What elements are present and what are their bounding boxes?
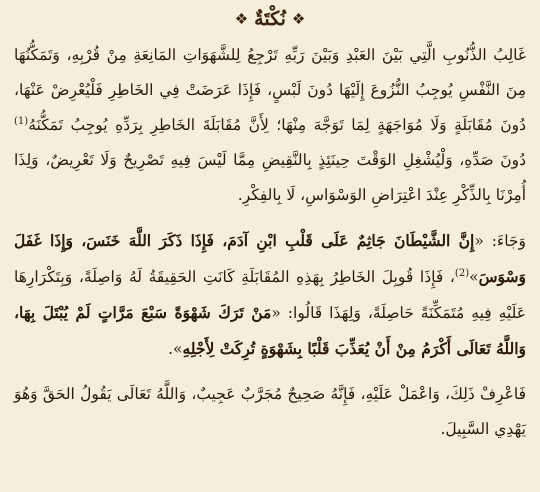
paragraph-2 xyxy=(14,223,526,367)
paragraph-text: فَاعْرِفْ ذَلِكَ، وَاعْمَلْ عَلَيْهِ، فَإِنَّهُ صَحِيحٌ مُجَرَّبٌ عَجِيبٌ، وَاللَّهُ تَعَالَى يَقُولُ الحَقَّ وَهُوَ يَهْدِي السَّبِيلَ. xyxy=(14,385,526,438)
paragraph-1 xyxy=(14,38,526,213)
quoted-saying: مَنْ تَرَكَ شَهْوَةً سَبْعَ مَرَّاتٍ لَمْ يُبْتَلَ بِهَا، وَاللَّهُ تَعَالَى أَكْرَمُ مِنْ أَنْ يُعَذِّبَ قَلْبًا بِشَهْوَةٍ تُرِكَتْ لِأَجْلِهِ xyxy=(14,303,526,358)
section-heading xyxy=(14,6,526,32)
ornament-icon: ❖ xyxy=(291,10,306,28)
paragraph-3 xyxy=(14,377,526,447)
paragraph-text: دُونَ صَدِّهِ، وَلْيُشْغِلِ الوَقْتَ حِينَئِذٍ بِالنَّقِيضِ مِمَّا لَيْسَ فِيهِ تَصْرِيحٌ وَلَا تَعْرِيضٌ، وَلِذَا أُمِرْنَا بِالذِّكْرِ عِنْدَ اعْتِرَاضِ الوَسْوَاسِ، لَا بِالفِكْرِ. xyxy=(14,151,526,204)
footnote-marker[interactable]: (1) xyxy=(14,115,29,127)
paragraph-text: ، فَإِذَا قُوبِلَ الخَاطِرُ بِهَذِهِ المُقَابَلَةِ كَانَتِ الحَقِيقَةُ لَهُ وَاصِلَةً، وَبِتَكْرَارِهَا عَلَيْهِ فِيهِ مُتَمَكِّنَةً حَاصِلَةً، وَلِهَذَا قَالُوا: « xyxy=(14,268,526,322)
paragraph-text: » xyxy=(469,268,479,286)
footnote-marker[interactable]: (2) xyxy=(454,267,470,279)
paragraph-text: غَالِبُ الذُّنُوبِ الَّتِي بَيْنَ العَبْدِ وَبَيْنَ رَبِّهِ تَرْجِعُ لِلشَّهَوَاتِ المَانِعَةِ مِنْ قُرْبِهِ، وَتَمَكُّنُهَا مِنَ النَّفْسِ يُوجِبُ النُّزُوعَ إِلَيْهَا دُونَ لَبْسٍ، فَإِذَا عَرَضَتْ فِي الخَاطِرِ فَلْيُعْرِضْ عَنْهَا، دُونَ مُقَابَلَةٍ وَلَا مُوَاجَهَةٍ لِمَا تَوَجَّهَ مِنْهَا؛ لِأَنَّ مُقَابَلَةَ الخَاطِرِ بِرَدِّهِ يُوجِبُ تَمَكُّنَهُ xyxy=(14,46,526,134)
ornament-icon: ❖ xyxy=(234,10,249,28)
quoted-hadith: إِنَّ الشَّيْطَانَ جَاثِمٌ عَلَى قَلْبِ ابْنِ آدَمَ، فَإِذَا ذَكَرَ اللَّهَ خَنَسَ، وَإِذَا غَفَلَ وَسْوَسَ xyxy=(14,231,526,286)
section-title: نُكْتَةٌ xyxy=(254,8,286,30)
paragraph-text: وَجَاءَ: « xyxy=(474,232,527,250)
paragraph-text: ». xyxy=(168,340,183,358)
